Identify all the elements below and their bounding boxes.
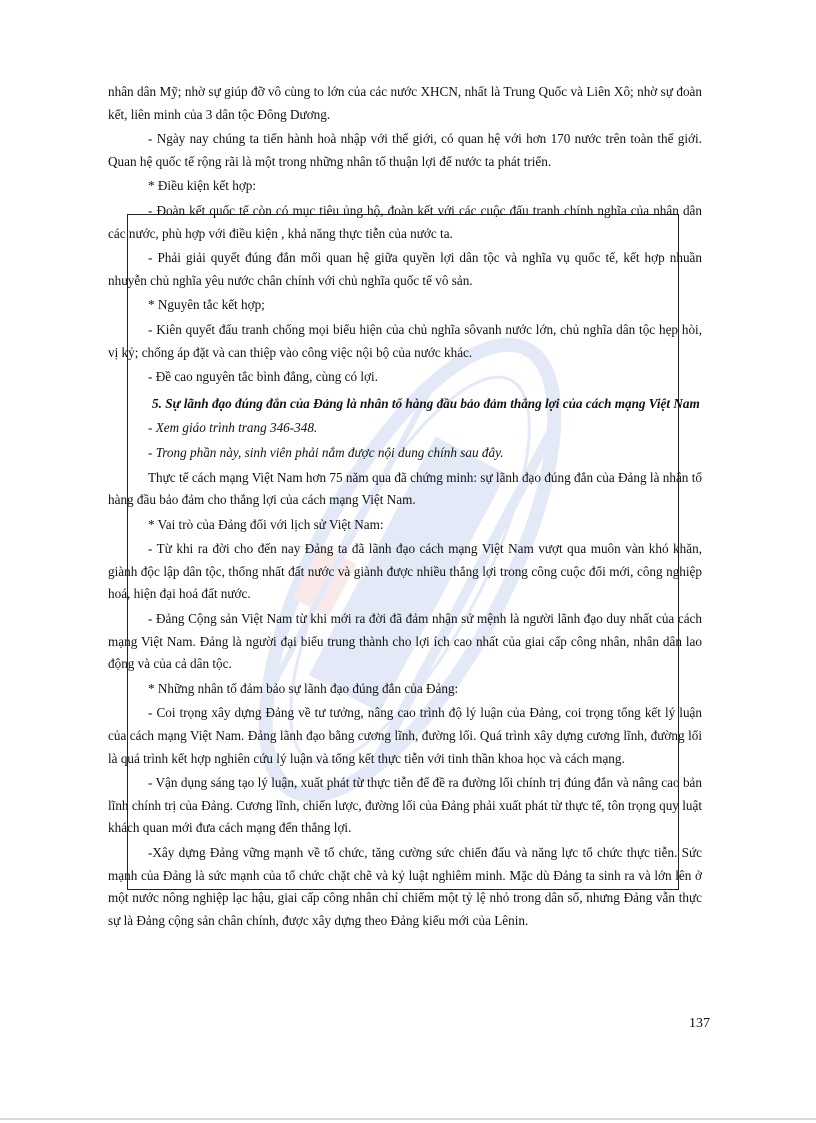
reference-note: - Trong phần này, sinh viên phải nắm được nội dung chính sau đây. bbox=[148, 444, 504, 460]
paragraph: - Coi trọng xây dựng Đảng về tư tưởng, nâng cao trình độ lý luận của Đảng, coi trọng tổng kết lý luận của cách mạng Việt Nam. Đảng lãnh đạo bằng cương lĩnh, đường lối. Quá trình xây dựng cương lĩnh, đường lối là quá trình kết hợp nghiên cứu lý luận và tổng kết thực tiễn với tinh thần khoa học và cách mạng. bbox=[108, 705, 702, 766]
section-heading: 5. Sự lãnh đạo đúng đắn của Đảng là nhân tố hàng đầu bảo đảm thắng lợi của cách mạng Việt Nam bbox=[152, 395, 700, 411]
paragraph: - Ngày nay chúng ta tiến hành hoà nhập với thế giới, có quan hệ với hơn 170 nước trên toàn thế giới. Quan hệ quốc tế rộng rãi là một trong những nhân tố thuận lợi để nước ta phát triển. bbox=[108, 131, 702, 169]
paragraph: - Từ khi ra đời cho đến nay Đảng ta đã lãnh đạo cách mạng Việt Nam vượt qua muôn vàn khó khăn, giành độc lập dân tộc, thống nhất đất nước và giành được nhiều thắng lợi trong công cuộc đổi mới, công nghiệp hoá, hiện đại hoá đất nước. bbox=[108, 541, 702, 602]
paragraph: Thực tế cách mạng Việt Nam hơn 75 năm qua đã chứng minh: sự lãnh đạo đúng đắn của Đảng là nhân tố hàng đầu bảo đảm cho thắng lợi của cách mạng Việt Nam. bbox=[108, 469, 702, 508]
page-number: 137 bbox=[689, 1016, 710, 1031]
reference-note: - Xem giáo trình trang 346-348. bbox=[148, 420, 318, 436]
subheading: * Nguyên tắc kết hợp; bbox=[148, 297, 265, 313]
page-bottom-rule bbox=[0, 1118, 816, 1120]
paragraph: - Kiên quyết đấu tranh chống mọi biểu hiện của chủ nghĩa sôvanh nước lớn, chủ nghĩa dân tộc hẹp hòi, vị kỷ; chống áp đặt và can thiệp vào công việc nội bộ của nước khác. bbox=[108, 321, 702, 360]
subheading: * Những nhân tố đảm bảo sự lãnh đạo đúng đắn của Đảng: bbox=[148, 680, 459, 696]
paragraph: - Vận dụng sáng tạo lý luận, xuất phát từ thực tiễn để đề ra đường lối chính trị đúng đắn và nâng cao bản lĩnh chính trị của Đảng. Cương lĩnh, chiến lược, đường lối của Đảng phải xuất phát từ thực tế, tôn trọng quy luật khách quan mới đưa cách mạng đến thắng lợi. bbox=[108, 775, 702, 836]
paragraph: - Đoàn kết quốc tế còn có mục tiêu ủng hộ, đoàn kết với các cuộc đấu tranh chính nghĩa của nhân dân các nước, phù hợp với điều kiện , khả năng thực tiễn của nước ta. bbox=[108, 202, 702, 241]
page-body bbox=[108, 81, 702, 932]
subheading: * Điều kiện kết hợp: bbox=[148, 178, 257, 194]
paragraph: - Đảng Cộng sản Việt Nam từ khi mới ra đời đã đảm nhận sứ mệnh là người lãnh đạo duy nhất của cách mạng Việt Nam. Đảng là người đại biểu trung thành cho lợi ích cao nhất của giai cấp công nhân, nhân dân lao động và của cả dân tộc. bbox=[108, 611, 702, 672]
paragraph: -Xây dựng Đảng vững mạnh về tổ chức, tăng cường sức chiến đấu và năng lực tổ chức thực tiễn. Sức mạnh của Đảng là sức mạnh của tổ chức chặt chẽ và kỷ luật nghiêm minh. Mặc dù Đảng ta sinh ra và lớn lên ở một nước nông nghiệp lạc hậu, giai cấp công nhân chỉ chiếm một tỷ lệ nhỏ trong dân số, nhưng Đảng vẫn thực sự là Đảng cộng sản chân chính, được xây dựng theo Đảng kiểu mới của Lênin. bbox=[108, 845, 702, 928]
subheading: * Vai trò của Đảng đối với lịch sử Việt Nam: bbox=[148, 516, 384, 532]
paragraph: - Đề cao nguyên tắc bình đẳng, cùng có lợi. bbox=[148, 369, 378, 385]
paragraph: - Phải giải quyết đúng đắn mối quan hệ giữa quyền lợi dân tộc và nghĩa vụ quốc tế, kết hợp nhuần nhuyễn chủ nghĩa yêu nước chân chính với chủ nghĩa quốc tế vô sản. bbox=[108, 250, 702, 288]
paragraph: nhân dân Mỹ; nhờ sự giúp đỡ vô cùng to lớn của các nước XHCN, nhất là Trung Quốc và Liên Xô; nhờ sự đoàn kết, liên minh của 3 dân tộc Đông Dương. bbox=[108, 84, 702, 122]
